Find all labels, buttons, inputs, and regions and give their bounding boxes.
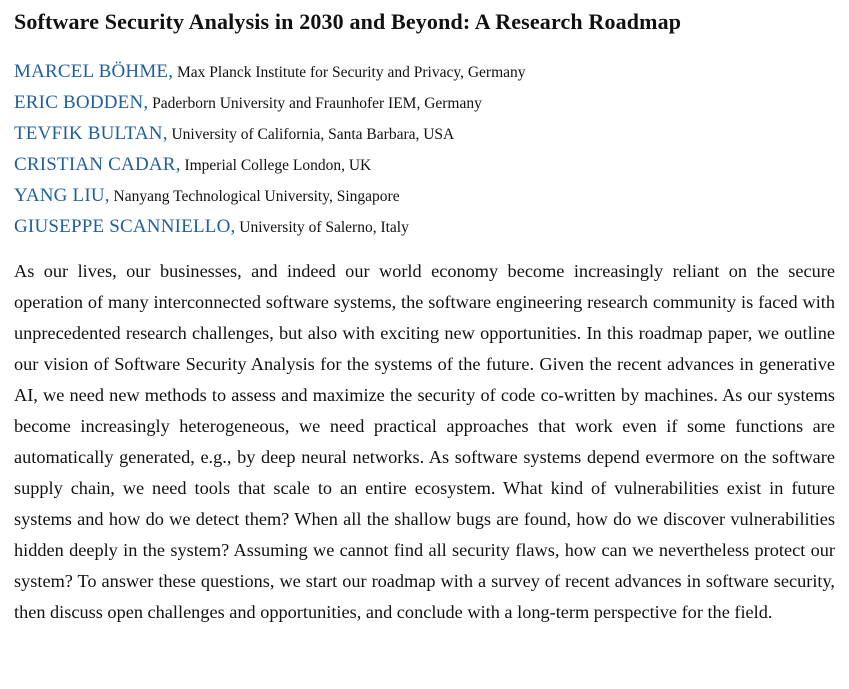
author-name: GIUSEPPE SCANNIELLO <box>14 216 231 237</box>
author-separator: , <box>230 216 236 237</box>
author-name: CRISTIAN CADAR <box>14 154 176 175</box>
author-affiliation: Nanyang Technological University, Singapore <box>113 188 400 205</box>
author-affiliation: Imperial College London, UK <box>184 157 372 174</box>
author-separator: , <box>168 61 173 82</box>
author-entry <box>14 211 526 242</box>
author-entry <box>14 118 526 149</box>
author-name: ERIC BODDEN <box>14 92 144 113</box>
author-entry <box>14 180 526 211</box>
author-affiliation: Max Planck Institute for Security and Privacy, Germany <box>176 64 526 81</box>
author-affiliation: University of Salerno, Italy <box>239 219 409 236</box>
abstract-paragraph: As our lives, our businesses, and indeed our world economy become increasingly reliant on the secure operation of many interconnected software systems, the software engineering research community is faced with unprecedented research challenges, but also with exciting new opportunities. In this roadmap paper, we outline our vision of Software Security Analysis for the systems of the future. Given the recent advances in generative AI, we need new methods to assess and maximize the security of code co-written by machines. As our systems become increasingly heterogeneous, we need practical approaches that work even if some functions are automatically generated, e.g., by deep neural networks. As software systems depend evermore on the software supply chain, we need tools that scale to an entire ecosystem. What kind of vulnerabilities exist in future systems and how do we detect them? When all the shallow bugs are found, how do we discover vulnerabilities hidden deeply in the system? Assuming we cannot find all security flaws, how can we nevertheless protect our system? To answer these questions, we start our roadmap with a survey of recent advances in software security, then discuss open challenges and opportunities, and conclude with a long-term perspective for the field. <box>14 261 835 622</box>
author-entry <box>14 149 526 180</box>
author-name: MARCEL BÖHME <box>14 61 169 82</box>
author-separator: , <box>143 92 149 113</box>
paper-title: Software Security Analysis in 2030 and Beyond: A Research Roadmap <box>14 9 682 34</box>
author-list <box>14 56 526 242</box>
author-entry <box>14 56 526 87</box>
author-name: TEVFIK BULTAN <box>14 123 163 144</box>
author-affiliation: Paderborn University and Fraunhofer IEM, Germany <box>152 95 482 112</box>
author-separator: , <box>175 154 181 175</box>
author-separator: , <box>104 185 110 206</box>
author-name: YANG LIU <box>14 185 105 206</box>
author-affiliation: University of California, Santa Barbara, USA <box>171 126 455 143</box>
author-entry <box>14 87 526 118</box>
author-separator: , <box>162 123 168 144</box>
